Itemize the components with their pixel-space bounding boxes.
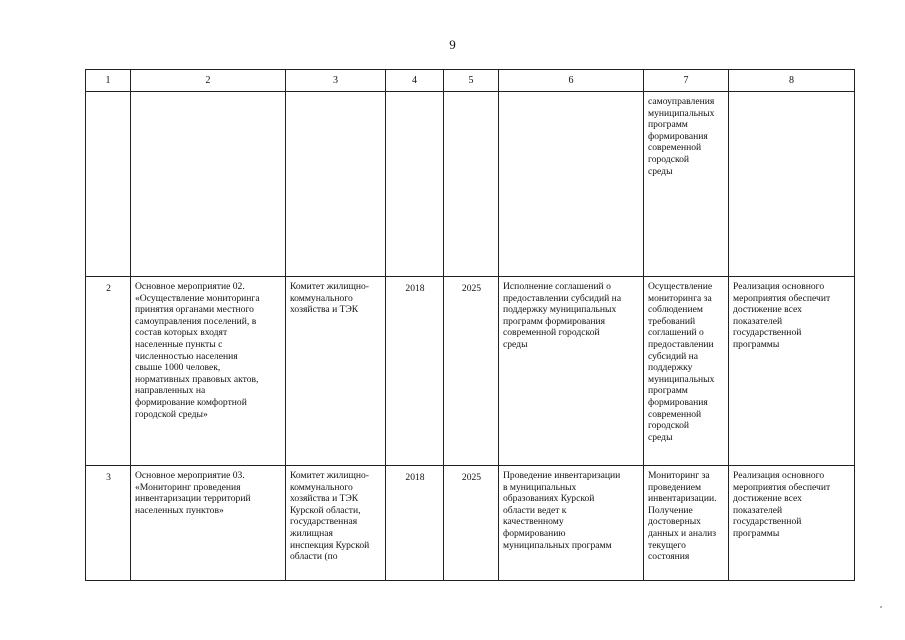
table-row bbox=[86, 466, 855, 581]
executor-cell: Комитет жилищно- коммунального хозяйства и ТЭК Курской области, государственная жилищная инспекция Курской области (по bbox=[286, 466, 386, 581]
result-cell: Исполнение соглашений о предоставлении субсидий на поддержку муниципальных программ формирования современной городской среды bbox=[499, 277, 644, 466]
header-cell-6: 6 bbox=[499, 70, 644, 92]
result-cell: Проведение инвентаризации в муниципальных образованиях Курской области ведет к качественному формированию муниципальных программ bbox=[499, 466, 644, 581]
executor-cell: Комитет жилищно- коммунального хозяйства и ТЭК bbox=[286, 277, 386, 466]
header-cell-1: 1 bbox=[86, 70, 131, 92]
scan-artifact bbox=[880, 606, 882, 608]
measures-table bbox=[85, 69, 855, 581]
link-cell: Реализация основного мероприятия обеспечит достижение всех показателей государственной программы bbox=[729, 466, 855, 581]
end-year-cell: 2025 bbox=[444, 466, 499, 581]
measure-cell: Основное мероприятие 03. «Мониторинг проведения инвентаризации территорий населенных пунктов» bbox=[131, 466, 286, 581]
table-cell bbox=[499, 92, 644, 277]
table-cell bbox=[86, 92, 131, 277]
row-number: 3 bbox=[86, 466, 131, 581]
consequence-cell: самоуправления муниципальных программ формирования современной городской среды bbox=[644, 92, 729, 277]
start-year-cell: 2018 bbox=[386, 277, 444, 466]
consequence-cell: Осуществление мониторинга за соблюдением требований соглашений о предоставлении субсидий на поддержку муниципальных программ формирования современной городской среды bbox=[644, 277, 729, 466]
header-row bbox=[86, 70, 855, 92]
header-cell-8: 8 bbox=[729, 70, 855, 92]
table-cell bbox=[444, 92, 499, 277]
table-cell bbox=[286, 92, 386, 277]
header-cell-3: 3 bbox=[286, 70, 386, 92]
link-cell: Реализация основного мероприятия обеспечит достижение всех показателей государственной программы bbox=[729, 277, 855, 466]
table-row-continuation bbox=[86, 92, 855, 277]
page-number: 9 bbox=[449, 37, 456, 52]
table-row bbox=[86, 277, 855, 466]
table-cell bbox=[131, 92, 286, 277]
header-cell-2: 2 bbox=[131, 70, 286, 92]
row-number: 2 bbox=[86, 277, 131, 466]
header-cell-7: 7 bbox=[644, 70, 729, 92]
header-cell-5: 5 bbox=[444, 70, 499, 92]
table-cell bbox=[729, 92, 855, 277]
consequence-cell: Мониторинг за проведением инвентаризации. Получение достоверных данных и анализ текущего состояния bbox=[644, 466, 729, 581]
start-year-cell: 2018 bbox=[386, 466, 444, 581]
table-cell bbox=[386, 92, 444, 277]
end-year-cell: 2025 bbox=[444, 277, 499, 466]
header-cell-4: 4 bbox=[386, 70, 444, 92]
measure-cell: Основное мероприятие 02. «Осуществление мониторинга принятия органами местного самоуправления поселений, в состав которых входят населенные пункты с численностью населения свыше 1000 человек, нормативных правовых актов, направленных на формирование комфортной городской среды» bbox=[131, 277, 286, 466]
